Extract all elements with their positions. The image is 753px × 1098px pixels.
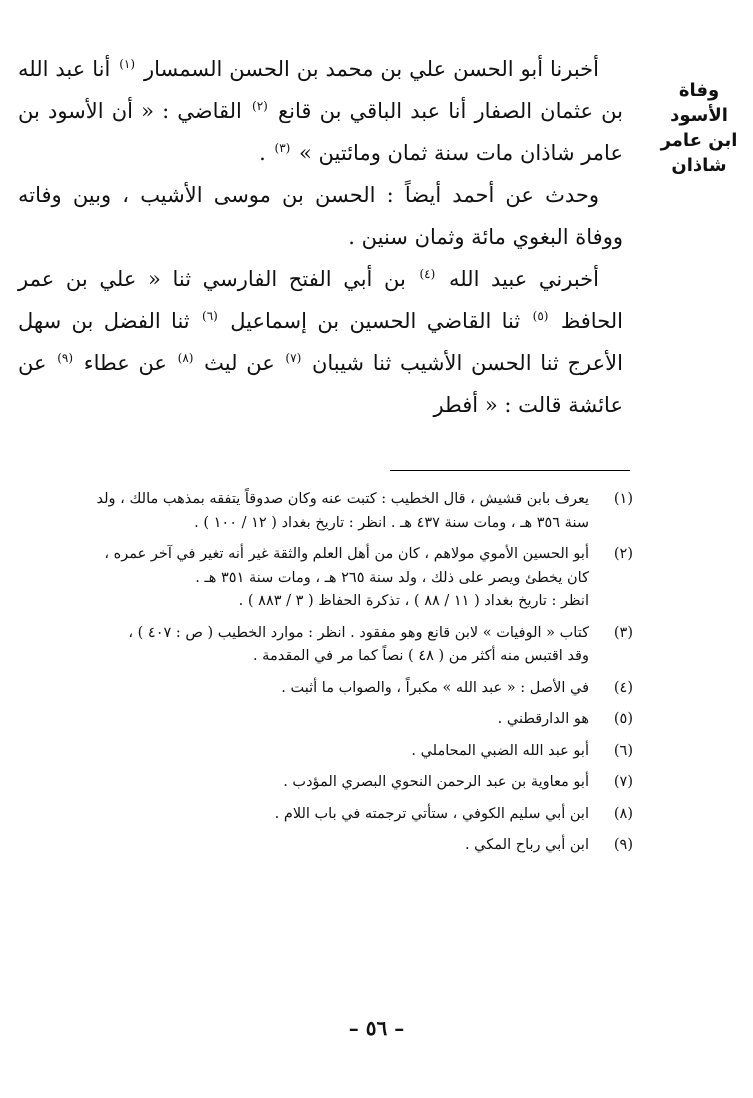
text-run: . <box>259 141 266 165</box>
footnote-number: (٨) <box>613 805 633 822</box>
paragraph-3 <box>18 258 623 426</box>
footnote-line: ابن أبي رباح المكي . <box>464 837 589 853</box>
footnote-item <box>18 708 633 732</box>
text-run: أنا عبد الله بن عثمان الصفار أنا عبد الباقي بن قانع <box>18 57 623 123</box>
footnote-item <box>18 488 633 535</box>
footnote-text <box>18 677 589 701</box>
page-number: – ٥٦ – <box>348 1016 405 1040</box>
footnote-line: وقد اقتبس منه أكثر من ( ٤٨ ) نصاً كما مر في المقدمة . <box>252 648 589 664</box>
text-run: عن ليث <box>204 351 275 375</box>
footnote-text <box>18 834 589 858</box>
footnote-item <box>18 740 633 764</box>
footnote-line: هو الدارقطني . <box>497 711 589 727</box>
footnote-item <box>18 803 633 827</box>
text-run: القاضي : « أن الأسود بن عامر شاذان مات سنة ثمان ومائتين » <box>18 99 623 165</box>
footnote-text <box>18 803 589 827</box>
footnote-line: أبو الحسين الأموي مولاهم ، كان من أهل العلم والثقة غير أنه تغير في آخر عمره ، <box>104 546 589 562</box>
text-run: عن عائشة قالت : « أفطر <box>18 351 623 417</box>
footnote-line: كان يخطئ ويصر على ذلك ، ولد سنة ٢٦٥ هـ ، ومات سنة ٣٥١ هـ . <box>195 569 589 586</box>
main-text <box>18 48 623 426</box>
paragraph-2 <box>18 174 623 258</box>
footnote-ref: (٦) <box>202 309 218 323</box>
margin-heading <box>649 78 749 178</box>
footnote-divider <box>390 470 630 471</box>
text-run: ثنا الفضل بن سهل الأعرج ثنا الحسن الأشيب ثنا شيبان <box>18 309 623 375</box>
footnote-number: (٦) <box>613 742 633 759</box>
footnote-item <box>18 771 633 795</box>
footnote-text <box>18 488 589 535</box>
footnote-line: في الأصل : « عبد الله » مكبراً ، والصواب ما أثبت . <box>281 679 589 696</box>
paragraph-1 <box>18 48 623 174</box>
footnote-number: (٢) <box>613 546 633 562</box>
footnote-item <box>18 677 633 701</box>
footnote-ref: (٨) <box>177 351 194 365</box>
footnote-text <box>18 708 589 732</box>
text-run: ثنا القاضي الحسين بن إسماعيل <box>230 309 521 333</box>
footnote-ref: (٥) <box>532 309 549 323</box>
footnote-item <box>18 622 633 669</box>
footnote-line: سنة ٣٥٦ هـ ، ومات سنة ٤٣٧ هـ . انظر : تاريخ بغداد ( ١٢ / ١٠٠ ) . <box>194 514 589 531</box>
footnote-number: (٤) <box>613 679 633 696</box>
text-run: أخبرني عبيد الله <box>448 267 599 291</box>
footnote-ref: (٧) <box>285 351 302 365</box>
footnote-number: (١) <box>613 491 633 507</box>
footnote-ref: (٩) <box>57 351 74 365</box>
footnote-item <box>18 543 633 614</box>
footnote-line: أبو معاوية بن عبد الرحمن النحوي البصري المؤدب . <box>283 774 589 790</box>
footnote-number: (٩) <box>613 837 633 853</box>
text-run: عن عطاء <box>83 351 167 375</box>
footnote-ref: (٢) <box>252 99 268 113</box>
footnote-item <box>18 834 633 858</box>
footnote-ref: (٤) <box>419 267 436 281</box>
footnote-number: (٣) <box>613 624 633 641</box>
footnotes <box>18 488 633 866</box>
footnote-ref: (١) <box>119 57 136 71</box>
footnote-text <box>18 622 589 669</box>
text-run: وحدث عن أحمد أيضاً : الحسن بن موسى الأشيب ، وبين وفاته ووفاة البغوي مائة وثمان سنين . <box>18 183 623 249</box>
footnote-line: يعرف بابن قشيش ، قال الخطيب : كتبت عنه وكان صدوقاً يتفقه بمذهب مالك ، ولد <box>96 491 589 507</box>
footnote-line: انظر : تاريخ بغداد ( ١١ / ٨٨ ) ، تذكرة الحفاظ ( ٣ / ٨٨٣ ) . <box>238 593 589 609</box>
text-run: أخبرنا أبو الحسن علي بن محمد بن الحسن السمسار <box>143 57 599 81</box>
text-run: بن أبي الفتح الفارسي ثنا « علي بن عمر الحافظ <box>18 267 623 333</box>
footnote-line: كتاب « الوفيات » لابن قانع وهو مفقود . انظر : موارد الخطيب ( ص : ٤٠٧ ) ، <box>128 624 589 641</box>
footnote-line: ابن أبي سليم الكوفي ، ستأتي ترجمته في باب اللام . <box>274 805 589 822</box>
margin-heading-line: ابن عامر <box>660 130 738 151</box>
margin-heading-line: شاذان <box>671 155 727 176</box>
footnote-text <box>18 740 589 764</box>
footnote-text <box>18 543 589 614</box>
margin-heading-line: وفاة الأسود <box>670 80 728 126</box>
footnote-number: (٥) <box>613 711 633 727</box>
footnote-line: أبو عبد الله الضبي المحاملي . <box>411 742 589 759</box>
footnote-number: (٧) <box>613 774 633 790</box>
footnote-text <box>18 771 589 795</box>
footnote-ref: (٣) <box>274 141 291 155</box>
